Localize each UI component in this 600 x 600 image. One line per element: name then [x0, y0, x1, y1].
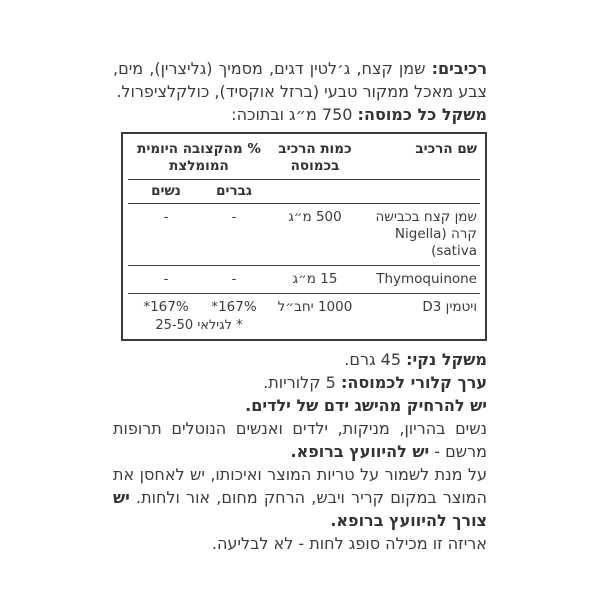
row-men-value: *167% [211, 299, 257, 315]
table-row [123, 266, 485, 293]
nutrition-table-subheader [123, 180, 485, 203]
table-row [123, 204, 485, 265]
row-women-value: - [163, 209, 169, 225]
capsule-weight-text: 750 מ״ג ובתוכה: [231, 105, 358, 124]
storage-instructions-text: על מנת לשמור על טריות המוצר ואיכותו, יש לאחסן את המוצר במקום קריר ויבש, הרחק מחום, אור ולחות. [113, 465, 487, 507]
row-ingredient-name: שמן קצח בכבישה קרה (Nigella sativa) [375, 209, 477, 259]
capsule-weight-label: משקל כל כמוסה: [357, 105, 487, 124]
ingredients-text: שמן קצח, ג׳לטין דגים, מסמיך (גליצרין), מים, צבע מאכל ממקור טבעי (ברזל אוקסיד), כולקלציפרול. [113, 59, 487, 101]
storage-instructions-paragraph [113, 463, 487, 532]
table-footnote-row [123, 317, 485, 339]
label-bottom-block [113, 348, 487, 555]
storage-instructions-bold: יש צורך להיוועץ ברופא. [113, 488, 487, 530]
ingredients-paragraph [113, 57, 487, 103]
header-daily-allowance-percent: % מהקצובה היומית המומלצת [137, 141, 261, 174]
net-weight-text: 45 גרם. [344, 350, 407, 369]
row-women-value: *167% [143, 299, 189, 315]
row-men-value: - [231, 271, 237, 287]
subheader-women: נשים [151, 183, 181, 199]
row-men-value: - [231, 209, 237, 225]
desiccant-warning-line: אריזה זו מכילה סופג לחות - לא לבליעה. [211, 534, 487, 553]
label-content [113, 57, 487, 555]
row-women-value: - [163, 271, 169, 287]
row-amount: 15 מ״ג [292, 271, 338, 287]
row-amount: 1000 יחב״ל [277, 299, 353, 315]
caloric-value-label: ערך קלורי לכמוסה: [340, 373, 487, 392]
header-ingredient-name: שם הרכיב [415, 141, 477, 157]
net-weight-line [113, 348, 487, 371]
table-footnote: * לגילאי 25-50 [155, 318, 243, 333]
capsule-weight-line [113, 103, 487, 126]
row-amount: 500 מ״ג [288, 209, 342, 225]
subheader-men: גברים [216, 183, 252, 199]
row-ingredient-name: ויטמין D3 [422, 299, 477, 315]
pregnancy-warning-paragraph [113, 417, 487, 463]
nutrition-table [121, 132, 487, 341]
ingredients-label: רכיבים: [431, 59, 487, 78]
row-ingredient-name: Thymoquinone [376, 271, 477, 287]
pregnancy-warning-text: נשים בהריון, מניקות, ילדים ואנשים הנוטלים תרופות מרשם - [113, 419, 487, 461]
nutrition-table-header [123, 134, 485, 179]
caloric-value-text: 5 קלוריות. [263, 373, 341, 392]
pregnancy-warning-bold: יש להיוועץ ברופא. [290, 442, 430, 461]
caloric-value-line [113, 371, 487, 394]
table-row [123, 294, 485, 317]
children-warning-line: יש להרחיק מהישג ידם של ילדים. [245, 396, 487, 415]
net-weight-label: משקל נקי: [406, 350, 487, 369]
header-amount-per-capsule: כמות הרכיב בכמוסה [278, 141, 352, 174]
